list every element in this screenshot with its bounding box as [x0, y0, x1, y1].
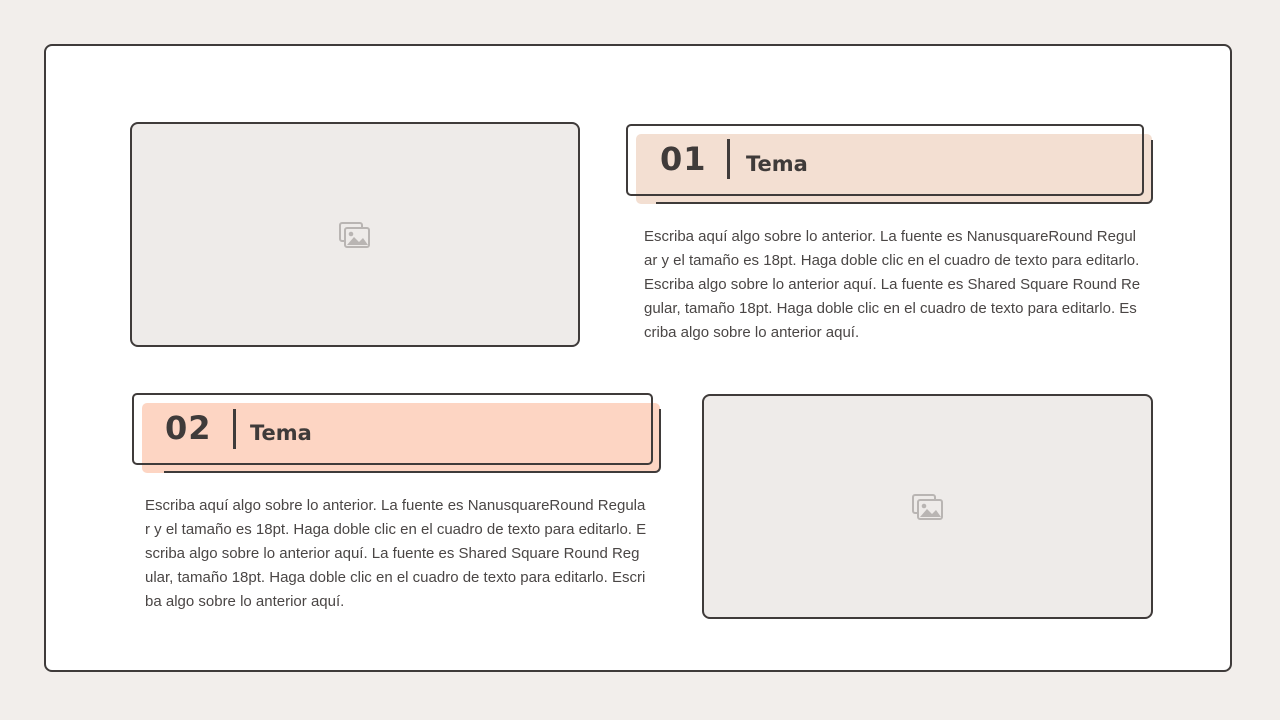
section-2-title: Tema — [250, 421, 312, 445]
image-icon — [912, 493, 944, 521]
image-icon — [339, 221, 371, 249]
section-1-header — [626, 124, 1154, 206]
section-1-body: Escriba aquí algo sobre lo anterior. La fuente es NanusquareRound Regular y el tamaño es 18pt. Haga doble clic en el cuadro de texto para editarlo. Escriba algo sobre lo anterior aquí. La fuente es Shared Square Round Regular, tamaño 18pt. Haga doble clic en el cuadro de texto para editarlo. Escriba algo sobre lo anterior aquí. — [644, 228, 1141, 341]
image-placeholder-1[interactable] — [130, 122, 580, 347]
section-2-body: Escriba aquí algo sobre lo anterior. La fuente es NanusquareRound Regular y el tamaño es 18pt. Haga doble clic en el cuadro de texto para editarlo. Escriba algo sobre lo anterior aquí. La fuente es Shared Square Round Regular, tamaño 18pt. Haga doble clic en el cuadro de texto para editarlo. Escriba algo sobre lo anterior aquí. — [145, 497, 647, 610]
section-1-divider — [727, 139, 730, 179]
section-1-title: Tema — [746, 152, 808, 176]
section-2-header — [132, 393, 662, 475]
image-placeholder-2[interactable] — [702, 394, 1153, 619]
section-1-number: 01 — [660, 140, 707, 178]
section-2-divider — [233, 409, 236, 449]
section-2-number: 02 — [165, 409, 212, 447]
